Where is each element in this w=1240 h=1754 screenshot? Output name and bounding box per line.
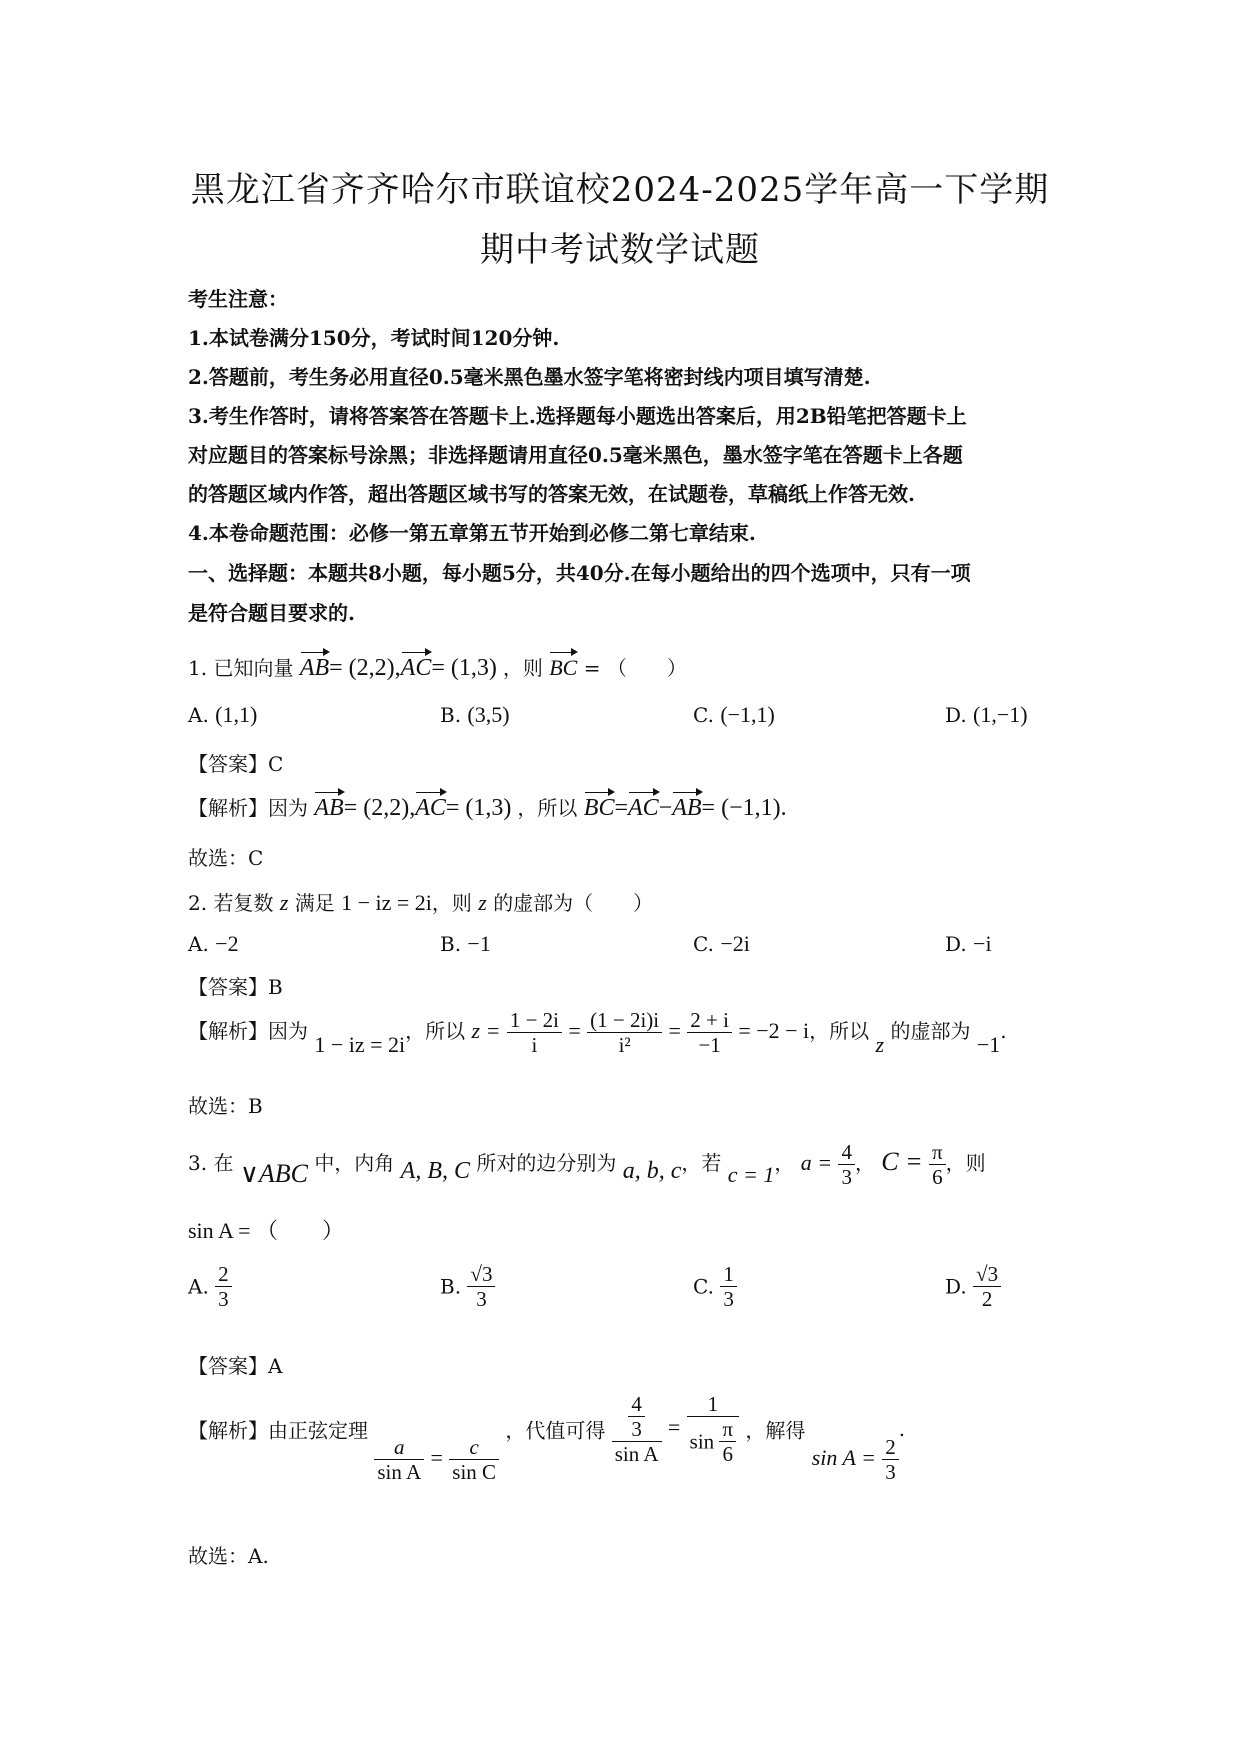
q1-option-d: D. (1,−1) [945, 702, 1028, 727]
q3-stem-line2: sin A = （ ） [188, 1218, 345, 1243]
q2-option-c: C. −2i [693, 931, 750, 956]
q1-option-a: A. (1,1) [188, 702, 258, 727]
vector-bc: BC [549, 655, 578, 680]
vector-ab: AB [299, 655, 330, 681]
notice-item-1: 1.本试卷满分150分，考试时间120分钟. [188, 326, 560, 350]
q2-frac-1: $\frac{1 - 2i}{i}$ [507, 1008, 562, 1057]
q2-frac-2: $\frac{(1 - 2i)i}{\text{i²}}$ [587, 1008, 662, 1057]
q2-option-d: D. −i [945, 931, 992, 956]
q1-given: AB= (2,2),AC= (1,3) [299, 655, 497, 681]
exam-title-line1: 黑龙江省齐齐哈尔市联谊校2024-2025学年高一下学期 [190, 170, 1050, 210]
q3-option-d: D. $\frac{√3}{2}$ [945, 1262, 1001, 1311]
q1-stem [188, 652, 687, 682]
q3-answer: 【答案】A [188, 1354, 283, 1378]
q2-frac-3: $\frac{2 + i}{-1}$ [687, 1008, 732, 1057]
notice-item-3-cont2: 的答题区域内作答，超出答题区域书写的答案无效，在试题卷，草稿纸上作答无效. [188, 482, 915, 506]
q1-choose: 故选：C [188, 846, 264, 870]
q3-a-frac: $\frac{4}{3}$ [838, 1140, 855, 1189]
q1-option-c: C. (−1,1) [693, 702, 775, 727]
q2-analysis: 【解析】因为 1 − iz = 2i，所以 z = $\frac{1 - 2i}{i}$ = $\frac{(1 - 2i)i}{\text{i²}}$ = $\frac{2 + i}{-1}$ = −2 − i，所以 z 的虚部为 −1. [188, 1008, 1007, 1058]
notice-item-2: 2.答题前，考生务必用直径0.5毫米黑色墨水签字笔将密封线内项目填写清楚. [188, 365, 871, 389]
q1-stem-mid: ，则 [502, 656, 543, 680]
q3-choose: 故选：A. [188, 1544, 269, 1568]
q2-choose: 故选：B [188, 1094, 263, 1118]
sub-frac-1: $\frac{\frac{4}{3}}{\text{sin A}}$ [612, 1392, 662, 1466]
sub-frac-2: 1 sin $\frac{\pi}{6}$ [687, 1392, 739, 1466]
vector-ac: AC [400, 655, 432, 681]
q2-stem: 2. 若复数 z 满足 1 − iz = 2i，则 z 的虚部为（ ） [188, 890, 654, 915]
notice-item-3: 3.考生作答时，请将答案答在答题卡上.选择题每小题选出答案后，用2B铅笔把答题卡上 [188, 404, 967, 428]
notice-item-3-cont1: 对应题目的答案标号涂黑；非选择题请用直径0.5毫米黑色，墨水签字笔在答题卡上各题 [188, 443, 963, 467]
law-of-sines-frac-1: $\frac{a}{\text{sin A}}$ [374, 1435, 424, 1484]
triangle-symbol: ∨ [239, 1159, 259, 1189]
q1-stem-prefix: 1. 已知向量 [188, 656, 294, 680]
law-of-sines-frac-2: $\frac{c}{\text{sin C}}$ [449, 1435, 499, 1484]
section-heading: 一、选择题：本题共8小题，每小题5分，共40分.在每小题给出的四个选项中，只有一项 [188, 561, 971, 585]
q3-analysis: 【解析】由正弦定理 $\frac{a}{\text{sin A}}$ = $\frac{c}{\text{sin C}}$ ，代值可得 $\frac{\frac{4}{3}}{\text{sin A}}$ = 1 sin $\frac{\pi}{6}$ ，解得 sin A = $\frac{2}{3}$ . [188, 1392, 906, 1484]
q3-C-frac: $\frac{\pi}{6}$ [929, 1140, 946, 1189]
q3-stem: 3. 在 ∨ABC 中，内角 A, B, C 所对的边分别为 a, b, c，若 c = 1， a = $\frac{4}{3}$ ， C = $\frac{\pi}{6}$ ，则 [188, 1140, 986, 1190]
exam-title-line2: 期中考试数学试题 [480, 230, 760, 270]
q1-answer: 【答案】C [188, 752, 284, 776]
q2-option-a: A. −2 [188, 931, 239, 956]
result-frac: $\frac{2}{3}$ [882, 1435, 899, 1484]
section-heading-cont: 是符合题目要求的. [188, 601, 355, 625]
q2-option-b: B. −1 [440, 931, 491, 956]
notice-item-4: 4.本卷命题范围：必修一第五章第五节开始到必修二第七章结束. [188, 521, 756, 545]
q3-option-a: A. $\frac{2}{3}$ [188, 1262, 232, 1311]
q1-stem-end: = （ ） [583, 656, 687, 680]
q3-option-c: C. $\frac{1}{3}$ [693, 1262, 737, 1311]
q1-analysis: 【解析】因为 AB= (2,2),AC= (1,3) ，所以 BC=AC−AB= (−1,1). [188, 795, 787, 821]
notice-heading: 考生注意： [188, 287, 288, 311]
q1-option-b: B. (3,5) [440, 702, 510, 727]
q2-answer: 【答案】B [188, 975, 283, 999]
q3-option-b: B. $\frac{√3}{3}$ [440, 1262, 495, 1311]
